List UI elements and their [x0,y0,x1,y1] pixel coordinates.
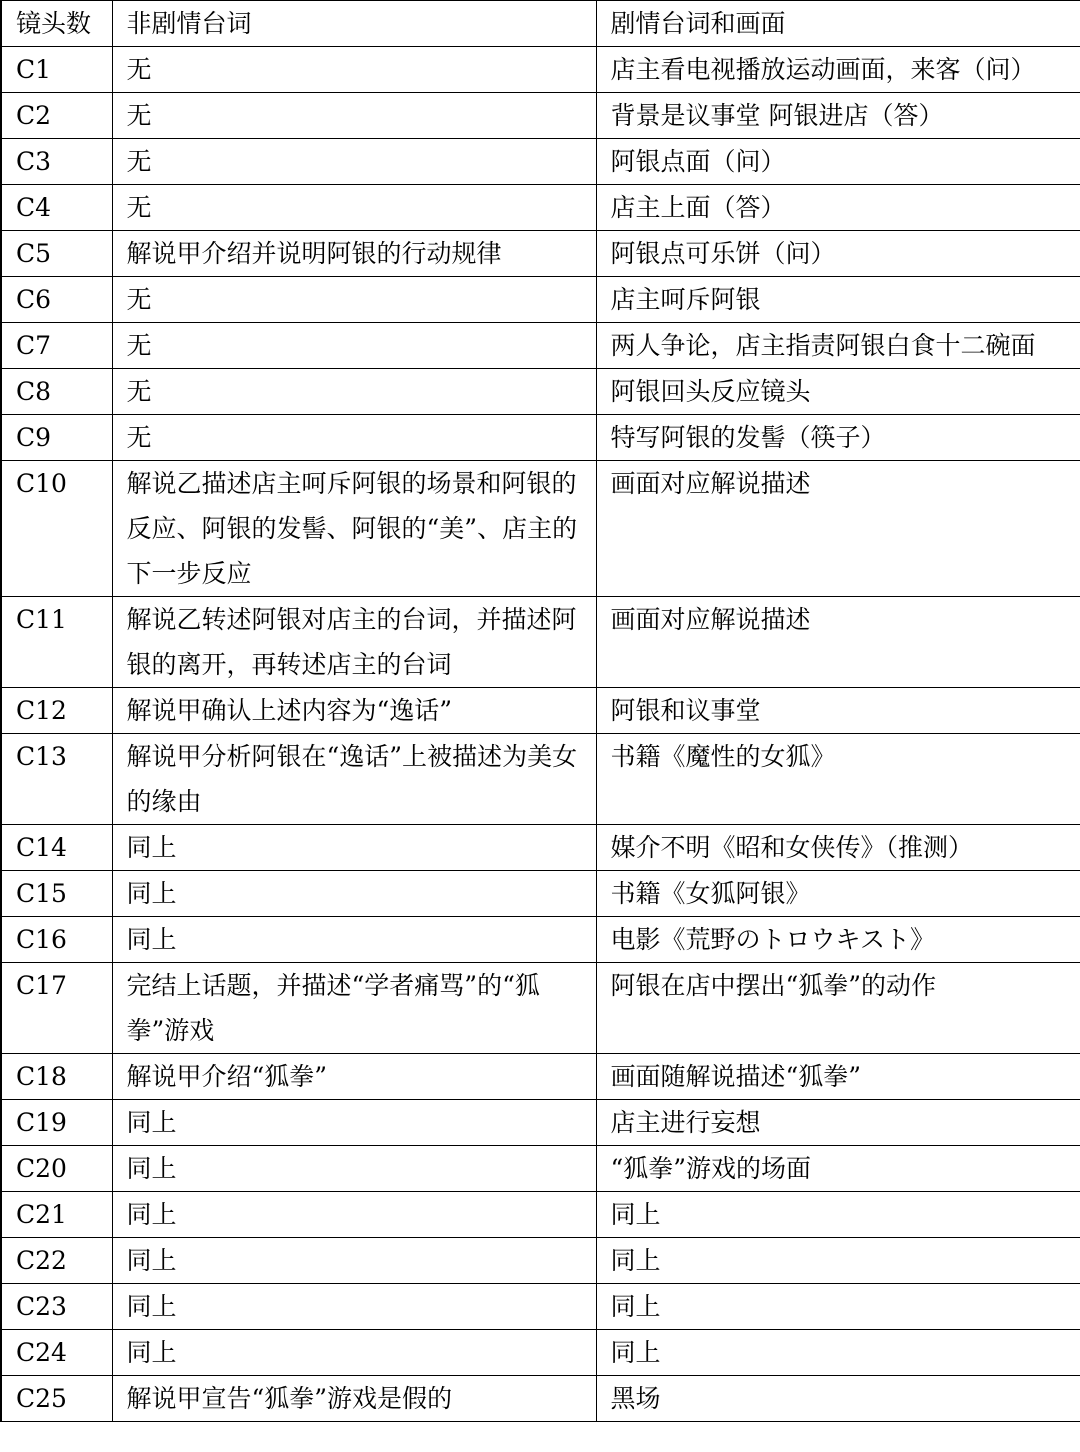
non-story-lines-cell: 解说甲宣告“狐拳”游戏是假的 [112,1376,596,1422]
story-lines-cell: 店主呵斥阿银 [596,277,1080,323]
table-row [1,597,1080,688]
shot-number-cell: C16 [1,917,112,963]
non-story-lines-cell: 完结上话题，并描述“学者痛骂”的“狐拳”游戏 [112,963,596,1054]
table-row [1,1192,1080,1238]
story-lines-cell: 同上 [596,1284,1080,1330]
shot-number-cell: C2 [1,93,112,139]
shot-number-cell: C6 [1,277,112,323]
story-lines-cell: 阿银在店中摆出“狐拳”的动作 [596,963,1080,1054]
shot-number-cell: C10 [1,461,112,597]
non-story-lines-cell: 同上 [112,917,596,963]
shot-number-cell: C4 [1,185,112,231]
non-story-lines-cell: 同上 [112,1330,596,1376]
story-lines-cell: 画面对应解说描述 [596,461,1080,597]
story-lines-cell: 同上 [596,1330,1080,1376]
shot-number-cell: C18 [1,1054,112,1100]
shot-number-cell: C3 [1,139,112,185]
header-shot-number: 镜头数 [1,1,112,47]
story-lines-cell: 画面对应解说描述 [596,597,1080,688]
non-story-lines-cell: 同上 [112,1284,596,1330]
header-non-story-lines: 非剧情台词 [112,1,596,47]
table-row [1,231,1080,277]
shot-number-cell: C7 [1,323,112,369]
shot-number-cell: C14 [1,825,112,871]
non-story-lines-cell: 解说甲分析阿银在“逸话”上被描述为美女的缘由 [112,734,596,825]
table-row [1,47,1080,93]
non-story-lines-cell: 同上 [112,1100,596,1146]
non-story-lines-cell: 无 [112,139,596,185]
non-story-lines-cell: 无 [112,185,596,231]
story-lines-cell: 电影《荒野のトロウキスト》 [596,917,1080,963]
story-lines-cell: 店主上面（答） [596,185,1080,231]
header-story-lines-and-picture: 剧情台词和画面 [596,1,1080,47]
non-story-lines-cell: 同上 [112,871,596,917]
non-story-lines-cell: 无 [112,47,596,93]
shot-number-cell: C15 [1,871,112,917]
shot-number-cell: C13 [1,734,112,825]
story-lines-cell: 书籍《魔性的女狐》 [596,734,1080,825]
story-lines-cell: 同上 [596,1192,1080,1238]
table-row [1,1100,1080,1146]
shot-number-cell: C20 [1,1146,112,1192]
shot-number-cell: C25 [1,1376,112,1422]
table-row [1,461,1080,597]
non-story-lines-cell: 解说甲确认上述内容为“逸话” [112,688,596,734]
table-row [1,917,1080,963]
non-story-lines-cell: 解说甲介绍并说明阿银的行动规律 [112,231,596,277]
non-story-lines-cell: 同上 [112,825,596,871]
shot-number-cell: C11 [1,597,112,688]
table-row [1,323,1080,369]
shot-number-cell: C1 [1,47,112,93]
non-story-lines-cell: 无 [112,415,596,461]
table-row [1,1330,1080,1376]
table-row [1,963,1080,1054]
non-story-lines-cell: 解说乙描述店主呵斥阿银的场景和阿银的反应、阿银的发髻、阿银的“美”、店主的下一步反应 [112,461,596,597]
story-lines-cell: 阿银和议事堂 [596,688,1080,734]
table-row [1,734,1080,825]
story-lines-cell: 黑场 [596,1376,1080,1422]
table-row [1,369,1080,415]
non-story-lines-cell: 解说甲介绍“狐拳” [112,1054,596,1100]
table-header-row [1,1,1080,47]
non-story-lines-cell: 无 [112,277,596,323]
story-lines-cell: 同上 [596,1238,1080,1284]
shot-number-cell: C19 [1,1100,112,1146]
story-lines-cell: 阿银点可乐饼（问） [596,231,1080,277]
table-row [1,1284,1080,1330]
shot-number-cell: C9 [1,415,112,461]
shot-number-cell: C23 [1,1284,112,1330]
shot-number-cell: C8 [1,369,112,415]
story-lines-cell: “狐拳”游戏的场面 [596,1146,1080,1192]
shot-number-cell: C17 [1,963,112,1054]
non-story-lines-cell: 同上 [112,1192,596,1238]
story-lines-cell: 两人争论，店主指责阿银白食十二碗面 [596,323,1080,369]
shot-number-cell: C22 [1,1238,112,1284]
non-story-lines-cell: 同上 [112,1238,596,1284]
table-row [1,688,1080,734]
table-row [1,1054,1080,1100]
non-story-lines-cell: 无 [112,93,596,139]
table-row [1,93,1080,139]
shot-number-cell: C12 [1,688,112,734]
story-lines-cell: 书籍《女狐阿银》 [596,871,1080,917]
story-lines-cell: 媒介不明《昭和女侠传》（推测） [596,825,1080,871]
story-lines-cell: 阿银回头反应镜头 [596,369,1080,415]
table-row [1,1146,1080,1192]
story-lines-cell: 店主进行妄想 [596,1100,1080,1146]
story-lines-cell: 背景是议事堂 阿银进店（答） [596,93,1080,139]
story-lines-cell: 画面随解说描述“狐拳” [596,1054,1080,1100]
story-lines-cell: 特写阿银的发髻（筷子） [596,415,1080,461]
table-row [1,277,1080,323]
non-story-lines-cell: 解说乙转述阿银对店主的台词，并描述阿银的离开，再转述店主的台词 [112,597,596,688]
table-row [1,185,1080,231]
non-story-lines-cell: 无 [112,369,596,415]
table-row [1,139,1080,185]
table-row [1,825,1080,871]
table-row [1,1376,1080,1422]
story-lines-cell: 店主看电视播放运动画面，来客（问） [596,47,1080,93]
table-body [1,47,1080,1422]
table-row [1,871,1080,917]
non-story-lines-cell: 无 [112,323,596,369]
non-story-lines-cell: 同上 [112,1146,596,1192]
shot-number-cell: C21 [1,1192,112,1238]
shot-number-cell: C24 [1,1330,112,1376]
table-row [1,1238,1080,1284]
shot-number-cell: C5 [1,231,112,277]
story-lines-cell: 阿银点面（问） [596,139,1080,185]
table-row [1,415,1080,461]
